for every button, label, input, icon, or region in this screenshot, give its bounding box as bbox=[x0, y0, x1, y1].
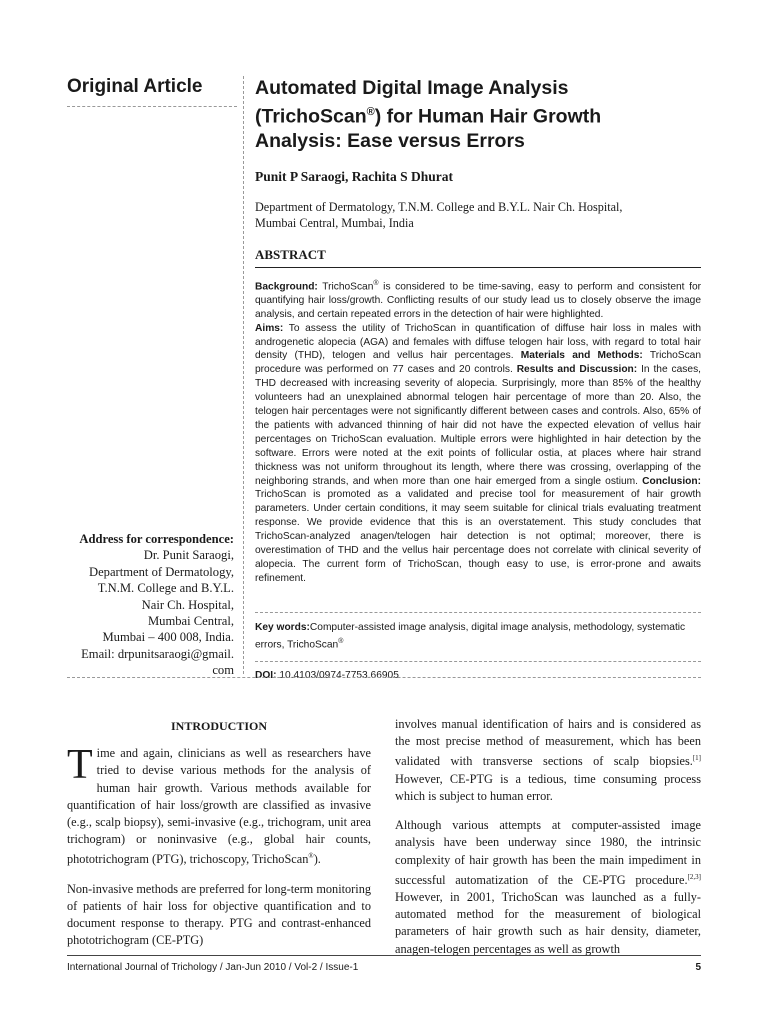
affiliation bbox=[255, 199, 701, 231]
affiliation-line-2: Mumbai Central, Mumbai, India bbox=[255, 215, 414, 230]
correspondence-email: Email: drpunitsaraogi@gmail. bbox=[81, 646, 234, 661]
registered-mark: ® bbox=[338, 637, 344, 645]
keywords-text: Computer-assisted image analysis, digital image analysis, methodology, systematic errors, TrichoScan bbox=[255, 621, 686, 651]
correspondence-block bbox=[60, 531, 234, 679]
title-line-1: Automated Digital Image Analysis bbox=[255, 77, 569, 99]
registered-mark: ® bbox=[373, 279, 379, 287]
results-label: Results and Discussion: bbox=[516, 364, 638, 376]
intro-p1-end: ). bbox=[313, 852, 321, 867]
citation: [1] bbox=[692, 754, 701, 763]
article-header bbox=[255, 76, 701, 681]
introduction-heading: INTRODUCTION bbox=[170, 719, 267, 733]
journal-citation: International Journal of Trichology / Jan-Jun 2010 / Vol-2 / Issue-1 bbox=[67, 962, 359, 973]
keywords-label: Key words: bbox=[255, 621, 310, 633]
intro-paragraph-4 bbox=[395, 817, 701, 958]
correspondence-line: T.N.M. College and B.Y.L. bbox=[97, 581, 234, 596]
registered-mark: ® bbox=[366, 106, 375, 118]
left-divider bbox=[67, 106, 237, 107]
intro-paragraph-2: Non-invasive methods are preferred for long-term monitoring of patients of hair loss for objective quantification and to document response to therapy. PTG and contrast-enhanced phototrichogram (CE-PTG) bbox=[67, 881, 371, 948]
body-column-right bbox=[395, 716, 701, 970]
section-label: Original Article bbox=[67, 76, 203, 97]
background-text: is considered to be time-saving, easy to perform and consistent for quantifying hair loss/growth. Conflicting results of our study lead us to closely observe the image analysis, and certain repeated errors in the detection of hair were highlighted. bbox=[255, 280, 702, 320]
left-column bbox=[67, 76, 235, 98]
affiliation-line-1: Department of Dermatology, T.N.M. College and B.Y.L. Nair Ch. Hospital, bbox=[255, 199, 623, 214]
drop-cap: T bbox=[67, 742, 93, 789]
methods-label: Materials and Methods: bbox=[520, 350, 643, 362]
intro-p3-text: involves manual identification of hairs and is considered as the most precise method of measurement, which has been validated with transverse sections of scalp biopsies. bbox=[395, 717, 701, 769]
background-label: Background: bbox=[255, 280, 318, 292]
title-line-2-post: ) for Human Hair Growth bbox=[374, 105, 602, 128]
correspondence-heading: Address for correspondence: bbox=[79, 532, 234, 546]
body-column-left bbox=[67, 718, 371, 962]
page-number: 5 bbox=[695, 962, 701, 973]
page-footer bbox=[67, 962, 701, 973]
correspondence-email-cont: com bbox=[212, 663, 234, 678]
article-title bbox=[255, 76, 701, 153]
column-divider bbox=[243, 76, 244, 674]
aims-label: Aims: bbox=[255, 322, 284, 334]
correspondence-line: Department of Dermatology, bbox=[88, 564, 234, 579]
results-text: In the cases, THD decreased with increasing severity of alopecia. Surprisingly, more than 85% of the healthy volunteers had an unexplained abnormal telogen hair percentage of more than 20. Also, the telogen hair percentages were not significantly different between cases and controls. Also, 65% of the patients with advanced thinning of hair did not have the expected elevation of vellus hair percentages on TrichoScan evaluation. Multiple errors were highlighted in hair detection by the software. Errors were noted at the exit points of follicular ostia, at places where hair strand thickness was not uniform throughout its length, where there was crossing, overlapping of the neighboring strands, and when more than one hair emerged from a single ostium. bbox=[255, 364, 701, 487]
intro-p4-text: Although various attempts at computer-assisted image analysis have been underway since 1980, the intrinsic complexity of hair growth has been the main impediment in successful automatization of the CE-PTG procedure. bbox=[395, 818, 701, 887]
intro-p3-end: However, CE-PTG is a tedious, time consuming process which is subject to human error. bbox=[395, 771, 701, 803]
abstract-heading: ABSTRACT bbox=[255, 247, 701, 268]
authors: Punit P Saraogi, Rachita S Dhurat bbox=[255, 168, 454, 184]
correspondence-line: Mumbai Central, bbox=[147, 614, 234, 629]
citation: [2,3] bbox=[687, 872, 701, 881]
correspondence-line: Nair Ch. Hospital, bbox=[141, 597, 234, 612]
intro-p4-end: However, in 2001, TrichoScan was launched as a fully-automated method for the measurement of biological parameters of hair growth such as hair density, diameter, anagen-telogen percentages as well as growth bbox=[395, 890, 701, 956]
conclusion-text: TrichoScan is promoted as a validated and precise tool for measurement of hair growth parameters. Under certain conditions, it may seem suitable for clinical trials evaluating treatment response. We provide evidence that this is an overstatement. This study concludes that TrichoScan-analyzed anagen/telogen hair detection is not optimal; moreover, there is overestimation of THD and the vellus hair percentage does not correlate with clinical severity of alopecia. The current form of TrichoScan, though easy to use, is error-prone and awaits refinement. bbox=[255, 489, 701, 584]
abstract-body bbox=[255, 277, 701, 586]
keywords bbox=[255, 612, 701, 652]
aims-text: To assess the utility of TrichoScan in quantification of diffuse hair loss in males with androgenetic alopecia (AGA) and females with diffuse telogen hair loss, with regard to total hair density (THD), telogen and vellus hair percentages. bbox=[255, 322, 701, 362]
conclusion-label: Conclusion: bbox=[642, 475, 701, 487]
registered-mark: ® bbox=[308, 852, 314, 861]
intro-paragraph-1 bbox=[67, 742, 371, 869]
intro-p1-text: ime and again, clinicians as well as researchers have tried to devise various methods for the analysis of human hair growth. Various methods available for quantification of hair loss/growth are classified as invasive (e.g., scalp biopsy), semi-invasive (e.g., trichogram, unit area trichogram) or noninvasive (e.g., global hair counts, phototrichogram (PTG), trichoscopy, TrichoScan bbox=[67, 746, 371, 867]
title-line-3: Analysis: Ease versus Errors bbox=[255, 129, 525, 152]
correspondence-line: Dr. Punit Saraogi, bbox=[143, 548, 234, 563]
intro-paragraph-3 bbox=[395, 716, 701, 805]
title-line-2-pre: (TrichoScan bbox=[255, 105, 367, 128]
header-bottom-divider bbox=[67, 677, 701, 678]
doi bbox=[255, 661, 701, 681]
background-text-pre: TrichoScan bbox=[317, 280, 374, 292]
correspondence-line: Mumbai – 400 008, India. bbox=[102, 630, 234, 645]
footer-rule bbox=[67, 955, 701, 956]
methods-text: TrichoScan procedure was performed on 77 cases and 20 controls. bbox=[255, 350, 702, 376]
doi-label: DOI: bbox=[255, 670, 277, 682]
doi-link[interactable]: 10.4103/0974-7753.66905 bbox=[276, 670, 399, 682]
